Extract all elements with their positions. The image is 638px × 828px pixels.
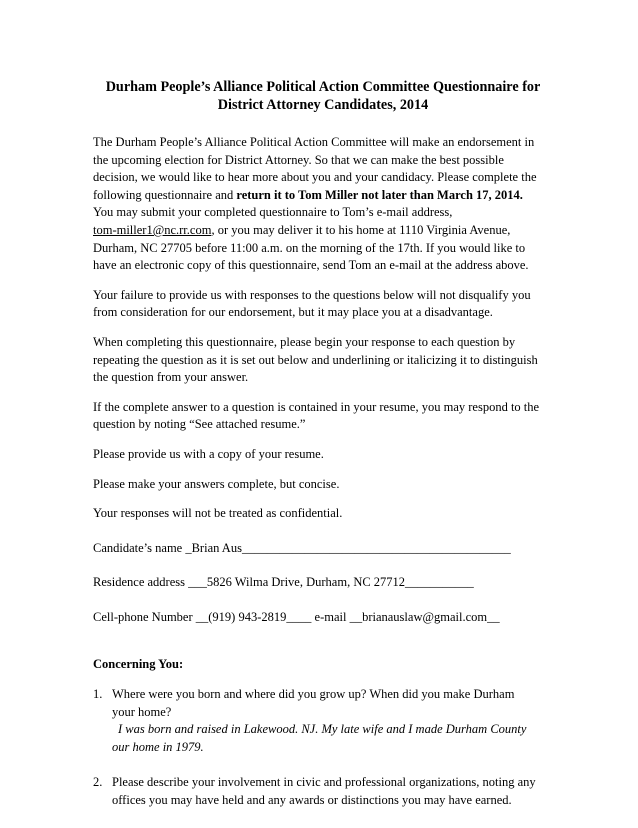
email-label: e-mail — [311, 609, 350, 624]
resume-request: Please provide us with a copy of your resume. — [93, 446, 324, 461]
resume-note-paragraph: If the complete answer to a question is contained in your resume, you may respond to the question by noting “See attached resume.” — [93, 399, 540, 432]
concise-request: Please make your answers complete, but concise. — [93, 476, 340, 491]
disqualify-paragraph: Your failure to provide us with responses to the questions below will not disqualify you from consideration for our endorsement, but it may place you at a disadvantage. — [93, 287, 531, 320]
question-item: 2. Please describe your involvement in civic and professional organizations, noting any offices you may have held and any awards or distinctions you may have earned. — [93, 774, 553, 809]
candidate-name-value: _Brian Aus___________________________________________ — [185, 540, 511, 555]
contact-field — [93, 609, 553, 627]
intro-paragraph: The Durham People’s Alliance Political Action Committee will make an endorsement in the upcoming election for District Attorney. So that we can make the best possible decision, we would like to hear more about you and your candidacy. Please complete the following questionnaire and return it to Tom Miller not later than March 17, 2014. You may submit your completed questionnaire to Tom’s e-mail address, tom-miller1@nc.rr.com, or you may deliver it to his home at 1110 Virginia Avenue, Durham, NC 27705 before 11:00 a.m. on the morning of the 17th. If you would like to have an electronic copy of this questionnaire, send Tom an e-mail at the address above. — [93, 135, 537, 273]
document-page — [93, 78, 553, 828]
title-line-1: Durham People’s Alliance Political Action Committee Questionnaire for — [105, 79, 541, 95]
cell-phone-value: __(919) 943-2819____ — [195, 609, 312, 624]
question-number: 1. — [93, 687, 103, 702]
instructions-paragraph: When completing this questionnaire, please begin your response to each question by repeating the question as it is set out below and underlining or italicizing it to distinguish the question from your answer. — [93, 334, 538, 385]
question-list — [93, 686, 553, 810]
question-text: Please describe your involvement in civic and professional organizations, noting any — [112, 775, 536, 790]
residence-address-value: ___5826 Wilma Drive, Durham, NC 27712___________ — [188, 575, 474, 590]
question-item: 1. Where were you born and where did you grow up? When did you make Durham your home? I was born and raised in Lakewood. NJ. My late wife and I made Durham County our home in 1979. — [93, 686, 553, 756]
section-heading: Concerning You: — [93, 657, 184, 672]
email-link[interactable]: tom-miller1@nc.rr.com — [93, 222, 212, 237]
document-title — [93, 78, 553, 114]
deadline-text: return it to Tom Miller not later than March 17, 2014. — [236, 187, 523, 202]
answer-text: I was born and raised in Lakewood. NJ. My late wife and I made Durham County our home in 1979. — [112, 722, 527, 754]
candidate-name-field — [93, 540, 553, 558]
question-number: 2. — [93, 775, 103, 790]
question-text: Where were you born and where did you grow up? When did you make Durham — [112, 687, 515, 702]
residence-address-label: Residence address — [93, 575, 189, 590]
cell-phone-label: Cell-phone Number — [93, 609, 196, 624]
residence-address-field — [93, 574, 553, 592]
candidate-name-label: Candidate’s name — [93, 540, 186, 555]
confidentiality-note: Your responses will not be treated as confidential. — [93, 506, 343, 521]
title-line-2: District Attorney Candidates, 2014 — [217, 97, 429, 113]
email-value: __brianauslaw@gmail.com__ — [349, 609, 500, 624]
